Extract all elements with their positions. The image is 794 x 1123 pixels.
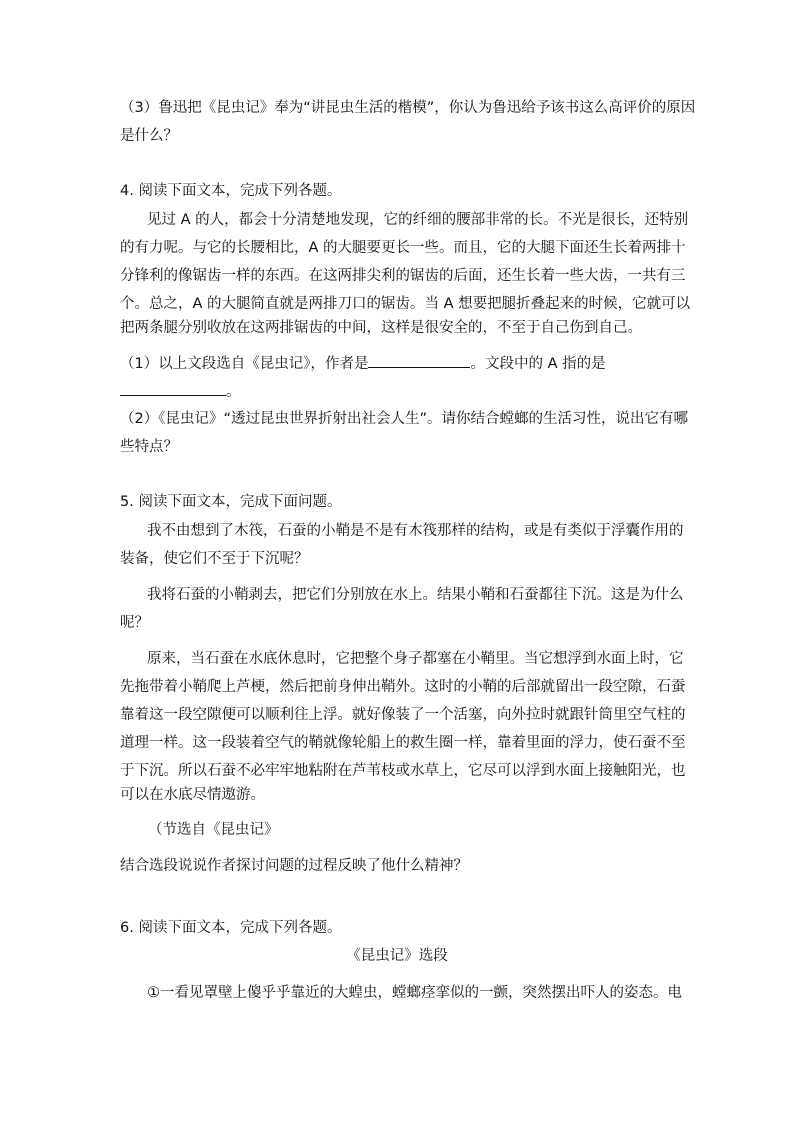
q6-p1-line: ①一看见罩壁上傻乎乎靠近的大蝗虫，螳螂痉挛似的一颤，突然摆出吓人的姿态。电 xyxy=(147,985,682,1001)
q4-passage-line: 个。总之，A 的大腿简直就是两排刀口的锯齿。当 A 想要把腿折叠起来的时候，它就可以 xyxy=(120,296,691,312)
q6-title: 《昆虫记》选段 xyxy=(346,948,448,964)
q4-sub1-text-a: （1）以上文段选自《昆虫记》，作者是 xyxy=(120,356,369,372)
q3-text-line-1: （3）鲁迅把《昆虫记》奉为“讲昆虫生活的楷模”，你认为鲁迅给予该书这么高评价的原因 xyxy=(120,100,696,116)
q5-p1-line: 我不由想到了木筏，石蚕的小鞘是不是有木筏那样的结构，或是有类似于浮囊作用的 xyxy=(147,523,684,539)
q4-passage-line: 把两条腿分别收放在这两排锯齿的中间，这样是很安全的，不至于自己伤到自己。 xyxy=(120,320,642,336)
q5-p3-line: 靠着这一段空隙便可以顺利往上浮。就好像装了一个活塞，向外拉时就跟针筒里空气柱的 xyxy=(120,707,686,723)
q5-source: （节选自《昆虫记》 xyxy=(148,822,279,838)
q4-passage-line: 的有力呢。与它的长腰相比，A 的大腿要更长一些。而且，它的大腿下面还生长着两排十 xyxy=(120,240,686,256)
q4-sub2-line-2: 些特点？ xyxy=(120,439,178,455)
q5-p2-line: 呢？ xyxy=(120,615,149,631)
q5-p2-line: 我将石蚕的小鞘剥去，把它们分别放在水上。结果小鞘和石蚕都往下沉。这是为什么 xyxy=(147,587,684,603)
q5-question: 结合选段说说作者探讨问题的过程反映了他什么精神？ xyxy=(120,858,468,874)
q4-sub2-line-1: （2）《昆虫记》“透过昆虫世界折射出社会人生”。请你结合螳螂的生活习性，说出它有哪 xyxy=(120,411,688,427)
q4-sub1-second-line xyxy=(120,381,241,402)
q4-passage-line: 见过 A 的人，都会十分清楚地发现，它的纤细的腰部非常的长。不光是很长，还特别 xyxy=(147,212,689,228)
q3-text-line-2: 是什么？ xyxy=(120,128,178,144)
a-answer-blank[interactable] xyxy=(120,381,226,396)
q4-heading: 4. 阅读下面文本，完成下列各题。 xyxy=(120,183,342,199)
q6-heading: 6. 阅读下面文本，完成下列各题。 xyxy=(120,920,342,936)
q5-heading: 5. 阅读下面文本，完成下面问题。 xyxy=(120,494,342,510)
q4-passage-line: 分锋利的像锯齿一样的东西。在这两排尖利的锯齿的后面，还生长着一些大齿，一共有三 xyxy=(120,268,686,284)
q4-sub1-end: 。 xyxy=(226,384,241,400)
q5-p3-line: 先拖带着小鞘爬上芦梗，然后把前身伸出鞘外。这时的小鞘的后部就留出一段空隙，石蚕 xyxy=(120,679,686,695)
q5-p1-line: 装备，使它们不至于下沉呢？ xyxy=(120,551,309,567)
q5-p3-line: 原来，当石蚕在水底休息时，它把整个身子都塞在小鞘里。当它想浮到水面上时，它 xyxy=(147,651,684,667)
q4-sub1 xyxy=(120,353,606,374)
q4-sub1-text-b: 。文段中的 A 指的是 xyxy=(470,356,606,372)
q5-p3-line: 于下沉。所以石蚕不必牢牢地粘附在芦苇枝或水草上，它尽可以浮到水面上接触阳光，也 xyxy=(120,763,686,779)
author-answer-blank[interactable] xyxy=(368,353,470,368)
q5-p3-line: 可以在水底尽情遨游。 xyxy=(120,787,265,803)
q5-p3-line: 道理一样。这一段装着空气的鞘就像轮船上的救生圈一样，靠着里面的浮力，使石蚕不至 xyxy=(120,735,686,751)
